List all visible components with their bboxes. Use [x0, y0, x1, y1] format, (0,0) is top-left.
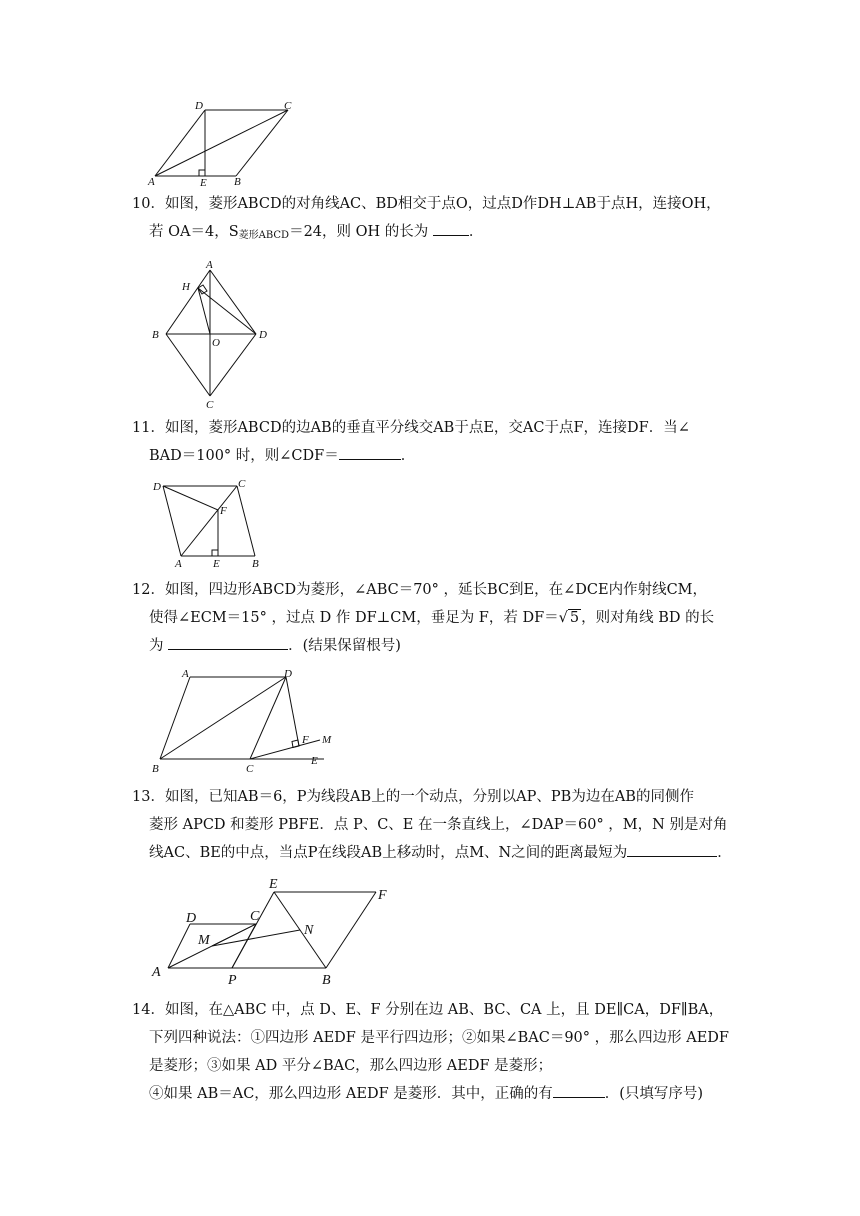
label-a: A — [175, 558, 182, 570]
subscript-text: 菱形ABCD — [238, 230, 290, 241]
question-text: 如图，在△ABC 中，点 D、E、F 分别在边 AB、BC、CA 上，且 DE∥CA，DF∥BA， — [164, 1002, 724, 1018]
label-h: H — [182, 281, 190, 293]
label-e: E — [213, 558, 220, 570]
label-d: D — [259, 329, 267, 341]
label-b: B — [322, 973, 331, 988]
label-f: F — [302, 734, 309, 746]
figure-rhombus-q10 — [148, 256, 278, 412]
label-b: B — [152, 763, 159, 775]
question-text: ，则对角线 BD 的长 — [581, 610, 715, 626]
label-c: C — [284, 100, 292, 112]
label-e: E — [200, 177, 207, 189]
question-text: 线AC、BE的中点，当点P在线段AB上移动时，点M、N之间的距离最短为 — [149, 845, 628, 861]
label-a: A — [148, 176, 155, 188]
period: ． — [468, 224, 484, 240]
answer-blank[interactable] — [433, 219, 469, 236]
label-f: F — [378, 888, 387, 903]
label-d: D — [284, 668, 292, 680]
label-d: D — [153, 481, 161, 493]
question-11 — [132, 414, 732, 470]
figure-parallelogram-top — [140, 98, 310, 190]
label-c: C — [206, 399, 214, 411]
question-text: 使得∠ECM＝15° ，过点 D 作 DF⊥CM，垂足为 F，若 DF＝ — [149, 610, 559, 626]
period: ． — [400, 448, 416, 464]
label-n: N — [304, 923, 314, 938]
question-text: ．(只填写序号) — [604, 1086, 704, 1102]
question-text: BAD＝100° 时，则∠CDF＝ — [149, 448, 339, 464]
label-p: P — [228, 973, 237, 988]
label-d: D — [195, 100, 203, 112]
label-b: B — [234, 176, 241, 188]
label-b: B — [152, 329, 159, 341]
question-13 — [132, 783, 732, 867]
question-text: ．(结果保留根号) — [288, 638, 401, 654]
label-o: O — [212, 337, 220, 349]
label-m: M — [322, 734, 332, 746]
label-a: A — [152, 965, 161, 980]
label-c: C — [246, 763, 254, 775]
label-e: E — [269, 877, 278, 892]
label-b: B — [252, 558, 259, 570]
question-text: 如图，菱形ABCD的边AB的垂直平分线交AB于点E，交AC于点F，连接DF．当∠ — [164, 420, 690, 436]
question-text: 为 — [149, 638, 164, 654]
question-number: 12． — [132, 582, 165, 598]
question-text: 是菱形；③如果 AD 平分∠BAC，那么四边形 AEDF 是菱形； — [149, 1058, 553, 1074]
figure-rhombus-q12 — [148, 665, 348, 777]
figure-rhombus-q11 — [145, 476, 270, 572]
question-text: 如图，四边形ABCD为菱形，∠ABC＝70° ，延长BC到E，在∠DCE内作射线CM， — [164, 582, 708, 598]
question-text: ＝24，则 OH 的长为 — [289, 224, 429, 240]
question-number: 14． — [132, 1002, 165, 1018]
question-text: 如图，菱形ABCD的对角线AC、BD相交于点O，过点D作DH⊥AB于点H，连接OH， — [164, 196, 721, 212]
sqrt-expression: √ 5 — [558, 610, 580, 626]
figure-two-rhombi-q13 — [148, 874, 398, 990]
question-text: 菱形 APCD 和菱形 PBFE．点 P、C、E 在一条直线上，∠DAP＝60° ，M，N 别是对角 — [149, 817, 728, 833]
label-a: A — [206, 259, 213, 271]
question-text: 若 OA＝4，S — [149, 224, 239, 240]
answer-blank[interactable] — [339, 443, 401, 460]
question-number: 11． — [132, 420, 165, 436]
question-number: 13． — [132, 789, 165, 805]
period: ． — [717, 845, 732, 861]
label-a: A — [182, 668, 189, 680]
label-f: F — [220, 505, 227, 517]
question-text: 下列四种说法：①四边形 AEDF 是平行四边形；②如果∠BAC＝90° ，那么四边形 AEDF — [149, 1030, 729, 1046]
label-e: E — [311, 755, 318, 767]
answer-blank[interactable] — [168, 633, 288, 650]
answer-blank[interactable] — [627, 840, 717, 857]
question-10 — [132, 190, 732, 250]
label-d: D — [186, 911, 197, 926]
label-c: C — [250, 909, 260, 924]
answer-blank[interactable] — [553, 1081, 605, 1098]
label-m: M — [198, 933, 210, 948]
label-c: C — [238, 478, 246, 490]
question-14 — [132, 996, 732, 1108]
question-text: 如图，已知AB＝6，P为线段AB上的一个动点，分别以AP、PB为边在AB的同侧作 — [164, 789, 694, 805]
question-12 — [132, 576, 732, 660]
question-number: 10． — [132, 196, 165, 212]
question-text: ④如果 AB＝AC，那么四边形 AEDF 是菱形．其中，正确的有 — [149, 1086, 553, 1102]
